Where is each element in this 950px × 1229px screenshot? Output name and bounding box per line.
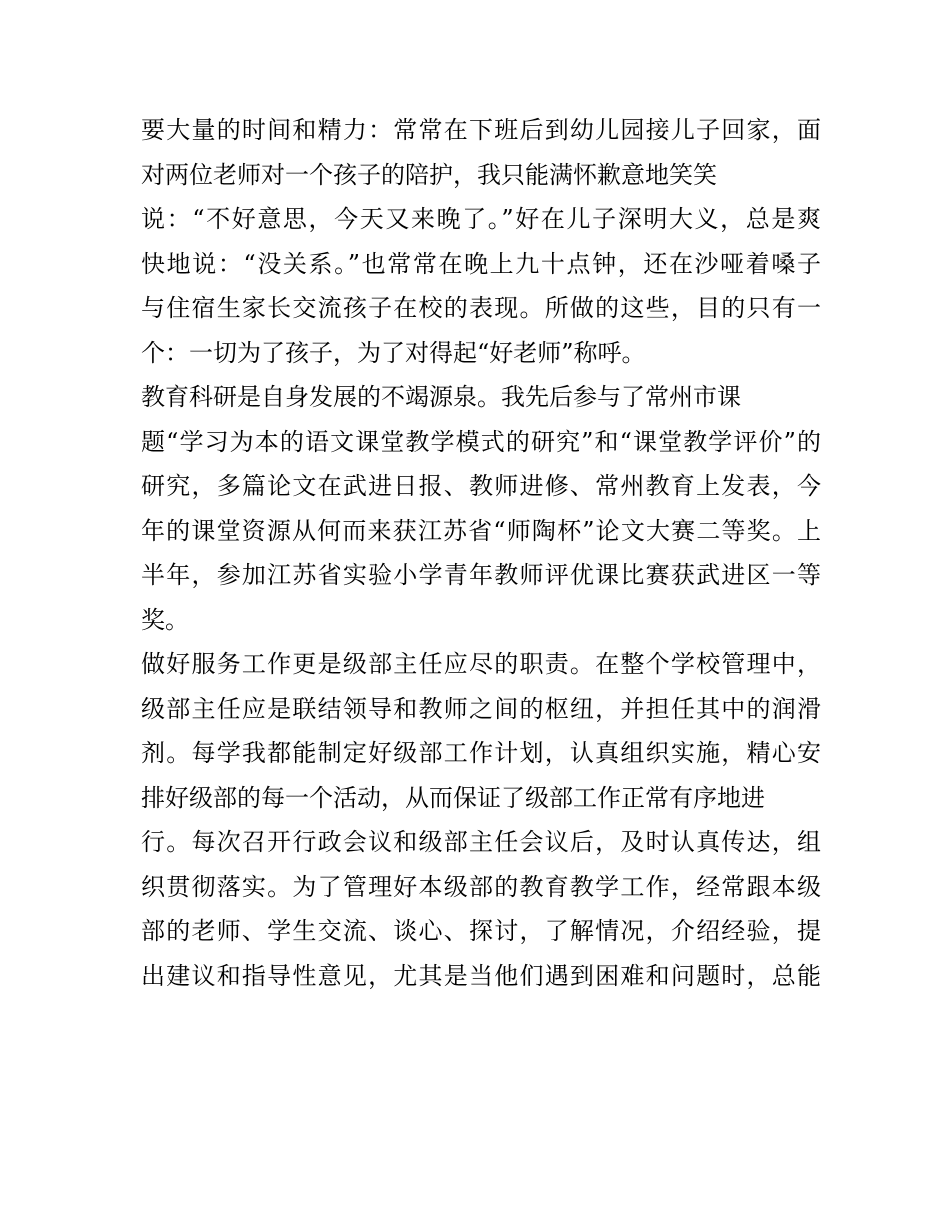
text-line: 做好服务工作更是级部主任应尽的职责。在整个学校管理中， xyxy=(141,650,821,678)
text-line: 要大量的时间和精力：常常在下班后到幼儿园接儿子回家，面 xyxy=(141,116,821,144)
text-line: 年的课堂资源从何而来获江苏省“师陶杯”论文大赛二等奖。上 xyxy=(141,516,821,545)
text-line: 级部主任应是联结领导和教师之间的枢纽，并担任其中的润滑 xyxy=(141,694,821,723)
text-line: 半年，参加江苏省实验小学青年教师评优课比赛获武进区一等 xyxy=(141,561,821,589)
text-line: 部的老师、学生交流、谈心、探讨，了解情况，介绍经验，提 xyxy=(141,917,821,945)
body-text xyxy=(141,108,821,998)
text-line: 行。每次召开行政会议和级部主任会议后，及时认真传达，组 xyxy=(141,828,821,856)
text-line: 剂。每学我都能制定好级部工作计划，认真组织实施，精心安 xyxy=(141,739,821,767)
text-line: 快地说：“没关系。”也常常在晚上九十点钟，还在沙哑着嗓子 xyxy=(141,249,821,278)
text-line: 织贯彻落实。为了管理好本级部的教育教学工作，经常跟本级 xyxy=(141,872,821,901)
text-line: 说：“不好意思，今天又来晚了。”好在儿子深明大义，总是爽 xyxy=(141,205,821,233)
text-line: 个：一切为了孩子，为了对得起“好老师”称呼。 xyxy=(141,338,646,367)
text-line: 教育科研是自身发展的不竭源泉。我先后参与了常州市课 xyxy=(141,383,741,411)
text-line: 出建议和指导性意见，尤其是当他们遇到困难和问题时，总能 xyxy=(141,961,821,990)
text-line: 研究，多篇论文在武进日报、教师进修、常州教育上发表，今 xyxy=(141,472,821,500)
text-line: 奖。 xyxy=(141,605,189,634)
text-line: 题“学习为本的语文课堂教学模式的研究”和“课堂教学评价”的 xyxy=(141,427,821,456)
text-line: 对两位老师对一个孩子的陪护，我只能满怀歉意地笑笑 xyxy=(141,160,717,189)
text-line: 与住宿生家长交流孩子在校的表现。所做的这些，目的只有一 xyxy=(141,294,821,322)
text-line: 排好级部的每一个活动，从而保证了级部工作正常有序地进 xyxy=(141,783,765,812)
